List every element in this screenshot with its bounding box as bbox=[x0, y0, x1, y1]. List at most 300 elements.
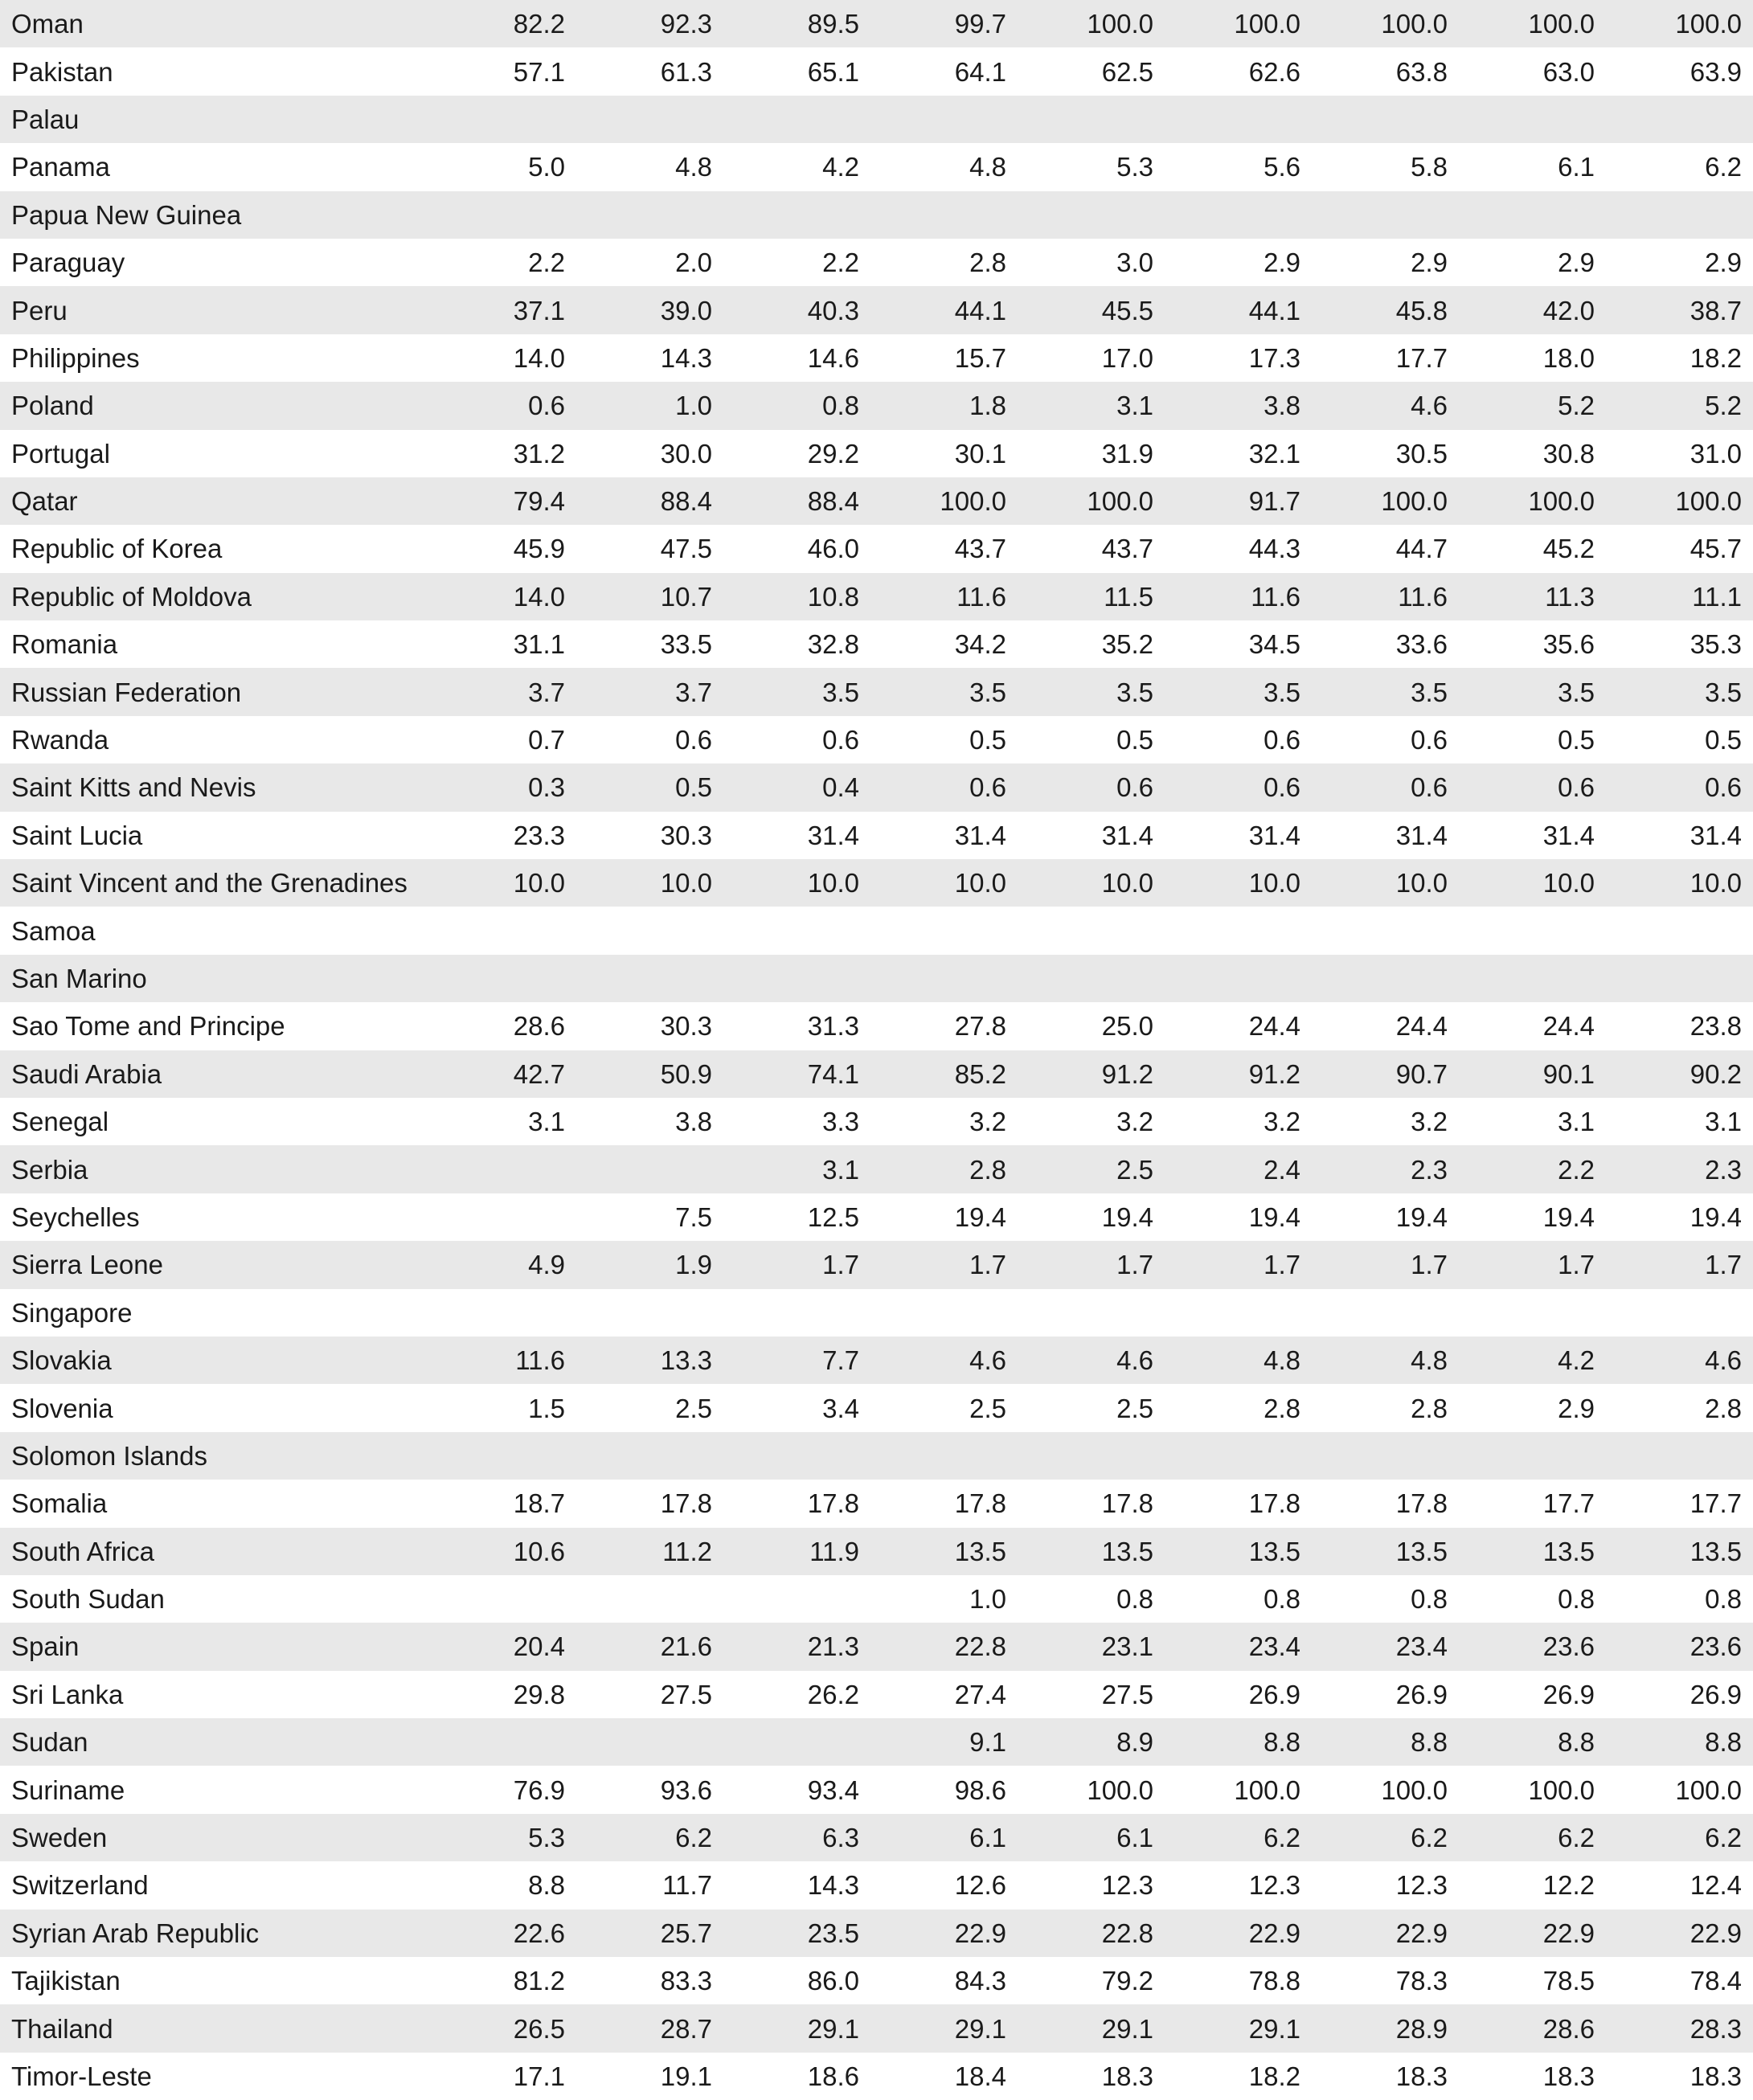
country-cell: Sudan bbox=[11, 1727, 88, 1758]
value-cell: 23.1 bbox=[1101, 1631, 1153, 1662]
value-cell bbox=[429, 1432, 576, 1480]
value-cell bbox=[576, 1718, 723, 1766]
value-cell: 100.0 bbox=[1234, 1775, 1300, 1805]
value-cell: 3.5 bbox=[1116, 677, 1153, 707]
value-cell: 13.5 bbox=[954, 1536, 1006, 1566]
value-cell bbox=[1165, 907, 1312, 954]
value-cell: 17.8 bbox=[807, 1488, 859, 1519]
value-cell: 31.4 bbox=[1395, 820, 1448, 850]
value-cell: 93.4 bbox=[807, 1775, 859, 1805]
value-cell bbox=[1459, 1432, 1606, 1480]
value-cell bbox=[723, 1718, 870, 1766]
table-row bbox=[0, 191, 1753, 239]
value-cell: 31.4 bbox=[1542, 820, 1595, 850]
value-cell: 81.2 bbox=[513, 1966, 565, 1996]
value-cell bbox=[1312, 1432, 1459, 1480]
country-cell: Panama bbox=[11, 152, 110, 182]
value-cell: 84.3 bbox=[954, 1966, 1006, 1996]
value-cell: 31.9 bbox=[1101, 438, 1153, 469]
value-cell: 17.8 bbox=[1248, 1488, 1300, 1519]
value-cell bbox=[1312, 191, 1459, 239]
value-cell: 40.3 bbox=[807, 295, 859, 325]
value-cell: 100.0 bbox=[1381, 9, 1448, 39]
value-cell: 3.2 bbox=[969, 1107, 1006, 1137]
value-cell: 27.8 bbox=[954, 1011, 1006, 1042]
table-row bbox=[0, 620, 1753, 668]
value-cell bbox=[429, 1575, 576, 1623]
value-cell: 3.1 bbox=[528, 1107, 565, 1137]
value-cell: 0.6 bbox=[1558, 772, 1595, 803]
value-cell: 78.4 bbox=[1690, 1966, 1742, 1996]
value-cell bbox=[429, 955, 576, 1002]
value-cell: 2.2 bbox=[1558, 1154, 1595, 1185]
value-cell: 0.6 bbox=[1264, 725, 1300, 755]
table-row bbox=[0, 382, 1753, 429]
value-cell: 4.6 bbox=[969, 1345, 1006, 1376]
value-cell: 2.4 bbox=[1264, 1154, 1300, 1185]
value-cell bbox=[429, 1145, 576, 1193]
value-cell: 82.2 bbox=[513, 9, 565, 39]
value-cell: 22.6 bbox=[513, 1918, 565, 1948]
value-cell: 74.1 bbox=[807, 1058, 859, 1089]
value-cell: 14.3 bbox=[807, 1870, 859, 1901]
value-cell: 19.4 bbox=[1248, 1201, 1300, 1232]
value-cell: 0.4 bbox=[822, 772, 859, 803]
value-cell bbox=[429, 1289, 576, 1337]
value-cell: 10.7 bbox=[660, 581, 712, 612]
value-cell: 11.6 bbox=[956, 581, 1006, 612]
value-cell: 11.3 bbox=[1545, 581, 1595, 612]
table-row bbox=[0, 2004, 1753, 2052]
country-cell: Solomon Islands bbox=[11, 1440, 207, 1471]
value-cell: 5.8 bbox=[1411, 152, 1448, 182]
value-cell: 4.6 bbox=[1411, 391, 1448, 421]
value-cell bbox=[576, 1575, 723, 1623]
value-cell bbox=[723, 1432, 870, 1480]
value-cell: 6.2 bbox=[1558, 1823, 1595, 1853]
table-row bbox=[0, 907, 1753, 954]
country-cell: Samoa bbox=[11, 915, 96, 946]
value-cell: 64.1 bbox=[954, 56, 1006, 87]
value-cell: 45.2 bbox=[1542, 534, 1595, 564]
value-cell: 31.1 bbox=[513, 629, 565, 660]
value-cell: 11.5 bbox=[1104, 581, 1153, 612]
value-cell: 0.5 bbox=[1116, 725, 1153, 755]
value-cell: 26.2 bbox=[807, 1679, 859, 1709]
value-cell bbox=[576, 1145, 723, 1193]
value-cell: 1.0 bbox=[675, 391, 712, 421]
value-cell: 0.7 bbox=[528, 725, 565, 755]
value-cell: 13.5 bbox=[1248, 1536, 1300, 1566]
value-cell: 24.4 bbox=[1395, 1011, 1448, 1042]
value-cell: 13.5 bbox=[1395, 1536, 1448, 1566]
value-cell: 29.8 bbox=[513, 1679, 565, 1709]
value-cell: 17.7 bbox=[1542, 1488, 1595, 1519]
value-cell: 14.3 bbox=[660, 342, 712, 373]
value-cell: 18.3 bbox=[1395, 2061, 1448, 2091]
value-cell bbox=[1459, 907, 1606, 954]
value-cell: 11.7 bbox=[662, 1870, 712, 1901]
value-cell: 0.8 bbox=[1558, 1584, 1595, 1615]
value-cell: 30.0 bbox=[660, 438, 712, 469]
value-cell bbox=[1018, 1432, 1165, 1480]
table-row bbox=[0, 96, 1753, 143]
value-cell: 47.5 bbox=[660, 534, 712, 564]
value-cell: 12.6 bbox=[954, 1870, 1006, 1901]
value-cell: 50.9 bbox=[660, 1058, 712, 1089]
country-cell: Syrian Arab Republic bbox=[11, 1918, 260, 1948]
table-row bbox=[0, 1098, 1753, 1145]
value-cell: 100.0 bbox=[1087, 1775, 1153, 1805]
country-cell: San Marino bbox=[11, 964, 147, 993]
table-row bbox=[0, 1145, 1753, 1193]
value-cell: 25.0 bbox=[1101, 1011, 1153, 1042]
value-cell bbox=[1165, 96, 1312, 143]
value-cell: 44.7 bbox=[1395, 534, 1448, 564]
value-cell: 90.7 bbox=[1395, 1058, 1448, 1089]
value-cell: 42.7 bbox=[513, 1058, 565, 1089]
value-cell: 44.3 bbox=[1248, 534, 1300, 564]
value-cell: 79.4 bbox=[513, 486, 565, 517]
value-cell bbox=[1459, 955, 1606, 1002]
value-cell: 31.4 bbox=[1248, 820, 1300, 850]
value-cell: 0.8 bbox=[1705, 1584, 1742, 1615]
value-cell: 17.7 bbox=[1395, 342, 1448, 373]
value-cell: 19.4 bbox=[1542, 1201, 1595, 1232]
value-cell: 2.5 bbox=[969, 1393, 1006, 1423]
value-cell: 10.0 bbox=[1542, 868, 1595, 899]
value-cell bbox=[723, 191, 870, 239]
table-row bbox=[0, 239, 1753, 286]
value-cell: 10.0 bbox=[1248, 868, 1300, 899]
value-cell: 29.2 bbox=[807, 438, 859, 469]
value-cell: 23.5 bbox=[807, 1918, 859, 1948]
value-cell: 8.9 bbox=[1116, 1727, 1153, 1758]
value-cell: 25.7 bbox=[660, 1918, 712, 1948]
country-cell: South Africa bbox=[11, 1536, 154, 1566]
country-cell: Tajikistan bbox=[11, 1966, 121, 1996]
value-cell bbox=[1018, 191, 1165, 239]
value-cell: 5.2 bbox=[1558, 391, 1595, 421]
value-cell: 31.4 bbox=[807, 820, 859, 850]
value-cell: 4.2 bbox=[822, 152, 859, 182]
value-cell: 4.6 bbox=[1116, 1345, 1153, 1376]
value-cell: 18.0 bbox=[1542, 342, 1595, 373]
value-cell: 6.2 bbox=[1264, 1823, 1300, 1853]
value-cell bbox=[1606, 1289, 1753, 1337]
value-cell: 1.7 bbox=[1411, 1250, 1448, 1280]
country-cell: Qatar bbox=[11, 486, 78, 517]
value-cell: 29.1 bbox=[1248, 2013, 1300, 2044]
value-cell: 22.9 bbox=[1395, 1918, 1448, 1948]
value-cell: 3.5 bbox=[1558, 677, 1595, 707]
value-cell: 18.4 bbox=[954, 2061, 1006, 2091]
value-cell bbox=[723, 1289, 870, 1337]
value-cell: 2.8 bbox=[969, 248, 1006, 278]
value-cell bbox=[1606, 1432, 1753, 1480]
value-cell: 2.8 bbox=[969, 1154, 1006, 1185]
value-cell: 1.7 bbox=[1705, 1250, 1742, 1280]
value-cell bbox=[723, 907, 870, 954]
value-cell: 91.2 bbox=[1101, 1058, 1153, 1089]
value-cell bbox=[576, 1432, 723, 1480]
value-cell: 89.5 bbox=[807, 9, 859, 39]
table-row bbox=[0, 1957, 1753, 2004]
country-cell: Sri Lanka bbox=[11, 1679, 124, 1709]
value-cell: 14.6 bbox=[807, 342, 859, 373]
country-cell: Rwanda bbox=[11, 725, 109, 755]
value-cell: 23.4 bbox=[1248, 1631, 1300, 1662]
value-cell: 13.5 bbox=[1690, 1536, 1742, 1566]
value-cell: 78.3 bbox=[1395, 1966, 1448, 1996]
value-cell: 3.5 bbox=[1705, 677, 1742, 707]
value-cell bbox=[1606, 907, 1753, 954]
country-cell: Sierra Leone bbox=[11, 1250, 163, 1280]
value-cell: 1.7 bbox=[1558, 1250, 1595, 1280]
country-cell: Russian Federation bbox=[11, 677, 242, 707]
value-cell: 1.5 bbox=[528, 1393, 565, 1423]
country-cell: Slovenia bbox=[11, 1393, 113, 1423]
value-cell: 43.7 bbox=[954, 534, 1006, 564]
value-cell: 33.5 bbox=[660, 629, 712, 660]
value-cell: 3.7 bbox=[675, 677, 712, 707]
value-cell: 8.8 bbox=[1705, 1727, 1742, 1758]
value-cell bbox=[1018, 955, 1165, 1002]
value-cell: 22.9 bbox=[1690, 1918, 1742, 1948]
value-cell: 2.3 bbox=[1705, 1154, 1742, 1185]
value-cell: 15.7 bbox=[954, 342, 1006, 373]
country-cell: Saint Vincent and the Grenadines bbox=[11, 868, 408, 899]
value-cell: 0.6 bbox=[1116, 772, 1153, 803]
table-row bbox=[0, 430, 1753, 477]
value-cell: 27.5 bbox=[1101, 1679, 1153, 1709]
value-cell bbox=[1606, 955, 1753, 1002]
value-cell: 31.0 bbox=[1690, 438, 1742, 469]
country-cell: Somalia bbox=[11, 1488, 108, 1519]
value-cell: 45.9 bbox=[513, 534, 565, 564]
value-cell: 90.1 bbox=[1542, 1058, 1595, 1089]
table-row bbox=[0, 286, 1753, 334]
value-cell: 8.8 bbox=[528, 1870, 565, 1901]
value-cell: 0.6 bbox=[1705, 772, 1742, 803]
value-cell: 0.6 bbox=[528, 391, 565, 421]
value-cell: 100.0 bbox=[1381, 1775, 1448, 1805]
value-cell: 19.4 bbox=[1395, 1201, 1448, 1232]
value-cell: 28.6 bbox=[513, 1011, 565, 1042]
value-cell: 3.5 bbox=[969, 677, 1006, 707]
value-cell: 85.2 bbox=[954, 1058, 1006, 1089]
value-cell bbox=[429, 907, 576, 954]
value-cell: 3.1 bbox=[822, 1154, 859, 1185]
country-cell: Paraguay bbox=[11, 248, 125, 278]
value-cell: 3.3 bbox=[822, 1107, 859, 1137]
value-cell: 6.1 bbox=[1558, 152, 1595, 182]
value-cell bbox=[723, 955, 870, 1002]
value-cell: 22.8 bbox=[1101, 1918, 1153, 1948]
value-cell: 0.6 bbox=[675, 725, 712, 755]
value-cell: 1.7 bbox=[969, 1250, 1006, 1280]
value-cell: 2.5 bbox=[1116, 1393, 1153, 1423]
table-row bbox=[0, 1623, 1753, 1670]
value-cell: 100.0 bbox=[1675, 9, 1742, 39]
value-cell: 3.2 bbox=[1116, 1107, 1153, 1137]
value-cell: 19.1 bbox=[660, 2061, 712, 2091]
value-cell bbox=[1165, 1289, 1312, 1337]
value-cell: 28.3 bbox=[1690, 2013, 1742, 2044]
value-cell: 35.3 bbox=[1690, 629, 1742, 660]
value-cell: 11.6 bbox=[515, 1345, 565, 1376]
table-row bbox=[0, 47, 1753, 95]
value-cell: 100.0 bbox=[1675, 1775, 1742, 1805]
value-cell: 10.0 bbox=[1395, 868, 1448, 899]
value-cell: 17.8 bbox=[1395, 1488, 1448, 1519]
value-cell: 13.5 bbox=[1542, 1536, 1595, 1566]
value-cell: 2.8 bbox=[1705, 1393, 1742, 1423]
value-cell: 6.1 bbox=[969, 1823, 1006, 1853]
value-cell: 2.9 bbox=[1558, 248, 1595, 278]
value-cell: 11.6 bbox=[1398, 581, 1448, 612]
value-cell: 26.9 bbox=[1542, 1679, 1595, 1709]
country-cell: Slovakia bbox=[11, 1345, 112, 1376]
value-cell: 30.3 bbox=[660, 1011, 712, 1042]
table-row bbox=[0, 334, 1753, 382]
value-cell: 2.5 bbox=[675, 1393, 712, 1423]
table-row bbox=[0, 1337, 1753, 1384]
value-cell bbox=[576, 191, 723, 239]
value-cell: 0.8 bbox=[1116, 1584, 1153, 1615]
country-cell: Papua New Guinea bbox=[11, 199, 242, 230]
table-row bbox=[0, 1766, 1753, 1813]
value-cell: 45.7 bbox=[1690, 534, 1742, 564]
value-cell: 62.6 bbox=[1248, 56, 1300, 87]
value-cell: 3.8 bbox=[675, 1107, 712, 1137]
value-cell: 17.3 bbox=[1248, 342, 1300, 373]
value-cell: 18.3 bbox=[1542, 2061, 1595, 2091]
value-cell: 29.1 bbox=[807, 2013, 859, 2044]
value-cell: 29.1 bbox=[954, 2013, 1006, 2044]
value-cell: 28.6 bbox=[1542, 2013, 1595, 2044]
country-cell: Palau bbox=[11, 104, 80, 134]
value-cell: 3.1 bbox=[1705, 1107, 1742, 1137]
value-cell: 45.5 bbox=[1101, 295, 1153, 325]
value-cell: 3.8 bbox=[1264, 391, 1300, 421]
value-cell: 92.3 bbox=[660, 9, 712, 39]
country-cell: Singapore bbox=[11, 1297, 133, 1328]
value-cell bbox=[1312, 1289, 1459, 1337]
value-cell: 26.9 bbox=[1690, 1679, 1742, 1709]
country-cell: Suriname bbox=[11, 1775, 125, 1805]
value-cell: 37.1 bbox=[513, 295, 565, 325]
value-cell bbox=[870, 191, 1018, 239]
value-cell: 88.4 bbox=[807, 486, 859, 517]
value-cell: 3.2 bbox=[1411, 1107, 1448, 1137]
value-cell: 99.7 bbox=[954, 9, 1006, 39]
value-cell: 100.0 bbox=[1087, 9, 1153, 39]
value-cell: 10.0 bbox=[807, 868, 859, 899]
value-cell: 6.1 bbox=[1116, 1823, 1153, 1853]
value-cell: 18.7 bbox=[513, 1488, 565, 1519]
value-cell: 78.5 bbox=[1542, 1966, 1595, 1996]
table-row bbox=[0, 1241, 1753, 1288]
value-cell: 18.3 bbox=[1690, 2061, 1742, 2091]
value-cell: 23.6 bbox=[1690, 1631, 1742, 1662]
value-cell: 0.3 bbox=[528, 772, 565, 803]
value-cell: 2.3 bbox=[1411, 1154, 1448, 1185]
value-cell: 17.1 bbox=[513, 2061, 565, 2091]
value-cell: 44.1 bbox=[954, 295, 1006, 325]
value-cell: 8.8 bbox=[1264, 1727, 1300, 1758]
value-cell: 11.1 bbox=[1692, 581, 1742, 612]
value-cell: 31.4 bbox=[954, 820, 1006, 850]
value-cell: 22.9 bbox=[1248, 1918, 1300, 1948]
value-cell: 4.8 bbox=[675, 152, 712, 182]
table-row bbox=[0, 1384, 1753, 1431]
value-cell bbox=[429, 1193, 576, 1241]
value-cell: 0.6 bbox=[969, 772, 1006, 803]
value-cell: 65.1 bbox=[807, 56, 859, 87]
value-cell: 24.4 bbox=[1542, 1011, 1595, 1042]
value-cell: 31.4 bbox=[1690, 820, 1742, 850]
country-cell: South Sudan bbox=[11, 1584, 165, 1615]
value-cell: 2.0 bbox=[675, 248, 712, 278]
value-cell: 12.3 bbox=[1101, 1870, 1153, 1901]
value-cell: 19.4 bbox=[1101, 1201, 1153, 1232]
value-cell: 45.8 bbox=[1395, 295, 1448, 325]
value-cell: 62.5 bbox=[1101, 56, 1153, 87]
value-cell: 2.8 bbox=[1411, 1393, 1448, 1423]
value-cell: 5.6 bbox=[1264, 152, 1300, 182]
value-cell: 13.5 bbox=[1101, 1536, 1153, 1566]
table-row bbox=[0, 143, 1753, 190]
value-cell: 0.5 bbox=[1705, 725, 1742, 755]
value-cell bbox=[1459, 1289, 1606, 1337]
value-cell: 5.2 bbox=[1705, 391, 1742, 421]
table-row bbox=[0, 1193, 1753, 1241]
value-cell bbox=[723, 1575, 870, 1623]
table-row bbox=[0, 812, 1753, 859]
value-cell: 35.2 bbox=[1101, 629, 1153, 660]
country-cell: Seychelles bbox=[11, 1201, 140, 1232]
value-cell: 18.2 bbox=[1248, 2061, 1300, 2091]
country-cell: Saint Lucia bbox=[11, 820, 143, 850]
value-cell bbox=[1606, 191, 1753, 239]
value-cell: 2.2 bbox=[822, 248, 859, 278]
value-cell: 6.2 bbox=[675, 1823, 712, 1853]
value-cell: 38.7 bbox=[1690, 295, 1742, 325]
country-cell: Saint Kitts and Nevis bbox=[11, 772, 256, 803]
country-cell: Switzerland bbox=[11, 1870, 149, 1901]
value-cell: 14.0 bbox=[513, 581, 565, 612]
value-cell: 18.6 bbox=[807, 2061, 859, 2091]
country-cell: Saudi Arabia bbox=[11, 1058, 162, 1089]
country-cell: Romania bbox=[11, 629, 118, 660]
value-cell: 24.4 bbox=[1248, 1011, 1300, 1042]
value-cell: 8.8 bbox=[1558, 1727, 1595, 1758]
value-cell: 7.7 bbox=[822, 1345, 859, 1376]
value-cell: 30.3 bbox=[660, 820, 712, 850]
value-cell: 5.3 bbox=[1116, 152, 1153, 182]
value-cell: 35.6 bbox=[1542, 629, 1595, 660]
value-cell: 2.9 bbox=[1558, 1393, 1595, 1423]
table-row bbox=[0, 1480, 1753, 1527]
country-cell: Republic of Moldova bbox=[11, 581, 252, 612]
value-cell: 4.6 bbox=[1705, 1345, 1742, 1376]
value-cell: 39.0 bbox=[660, 295, 712, 325]
value-cell bbox=[1606, 96, 1753, 143]
value-cell: 63.9 bbox=[1690, 56, 1742, 87]
value-cell: 6.2 bbox=[1705, 1823, 1742, 1853]
table-row bbox=[0, 1814, 1753, 1861]
